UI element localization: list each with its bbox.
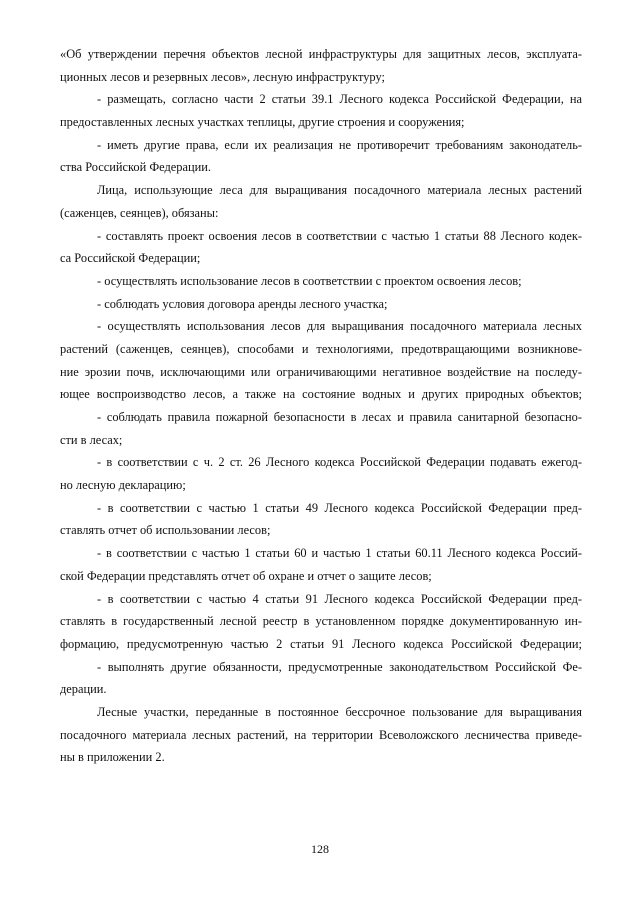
text-line: ставлять отчет об использовании лесов;	[60, 523, 271, 538]
text-line: посадочного материала лесных растений, на территории Всеволожского лесничества приведе-	[60, 727, 582, 742]
body-text	[60, 43, 582, 769]
text-line: ства Российской Федерации.	[60, 160, 211, 175]
text-line: Лица, использующие леса для выращивания посадочного материала лесных растений	[97, 183, 582, 198]
text-line: «Об утверждении перечня объектов лесной инфраструктуры для защитных лесов, эксплуата-	[60, 47, 582, 61]
text-line: Лесные участки, переданные в постоянное бессрочное пользование для выращивания	[97, 704, 582, 719]
text-line: растений (саженцев, сеянцев), способами и технологиями, предотвращающими возникнове-	[60, 341, 582, 356]
text-line: (саженцев, сеянцев), обязаны:	[60, 205, 219, 220]
text-line: - соблюдать правила пожарной безопасности в лесах и правила санитарной безопасно-	[97, 410, 582, 424]
text-line: - осуществлять использования лесов для выращивания посадочного материала лесных	[97, 319, 582, 334]
text-line: - осуществлять использование лесов в соответствии с проектом освоения лесов;	[97, 273, 522, 288]
text-line: - составлять проект освоения лесов в соответствии с частью 1 статьи 88 Лесного кодек-	[97, 228, 582, 243]
text-line: предоставленных лесных участках теплицы, другие строения и сооружения;	[60, 115, 465, 130]
text-line: ционных лесов и резервных лесов», лесную инфраструктуру;	[60, 69, 385, 84]
text-line: - в соответствии с ч. 2 ст. 26 Лесного кодекса Российской Федерации подавать ежегод-	[97, 455, 582, 470]
text-line: са Российской Федерации;	[60, 251, 201, 266]
text-line: ны в приложении 2.	[60, 750, 165, 765]
text-line: ставлять в государственный лесной реестр в установленном порядке документированную ин-	[60, 614, 582, 629]
text-line: - в соответствии с частью 1 статьи 60 и частью 1 статьи 60.11 Лесного кодекса Россий-	[97, 546, 582, 561]
text-line: формацию, предусмотренную частью 2 статьи 91 Лесного кодекса Российской Федерации;	[60, 636, 582, 651]
text-line: сти в лесах;	[60, 432, 123, 447]
text-line: ской Федерации представлять отчет об охране и отчет о защите лесов;	[60, 568, 432, 583]
text-line: дерации.	[60, 682, 107, 697]
text-line: но лесную декларацию;	[60, 478, 186, 493]
text-line: - в соответствии с частью 1 статьи 49 Лесного кодекса Российской Федерации пред-	[97, 500, 582, 515]
text-line: - в соответствии с частью 4 статьи 91 Лесного кодекса Российской Федерации пред-	[97, 591, 582, 606]
text-line: - иметь другие права, если их реализация не противоречит требованиям законодатель-	[97, 137, 582, 152]
text-line: - выполнять другие обязанности, предусмотренные законодательством Российской Фе-	[97, 659, 582, 674]
text-line: ние эрозии почв, исключающими или ограничивающими негативное воздействие на последу-	[60, 364, 582, 379]
text-line: - соблюдать условия договора аренды лесного участка;	[97, 296, 388, 311]
text-line: - размещать, согласно части 2 статьи 39.1 Лесного кодекса Российской Федерации, на	[97, 92, 582, 107]
page-number: 128	[311, 842, 329, 856]
text-line: ющее воспроизводство лесов, а также на состояние водных и других природных объектов;	[60, 387, 582, 402]
